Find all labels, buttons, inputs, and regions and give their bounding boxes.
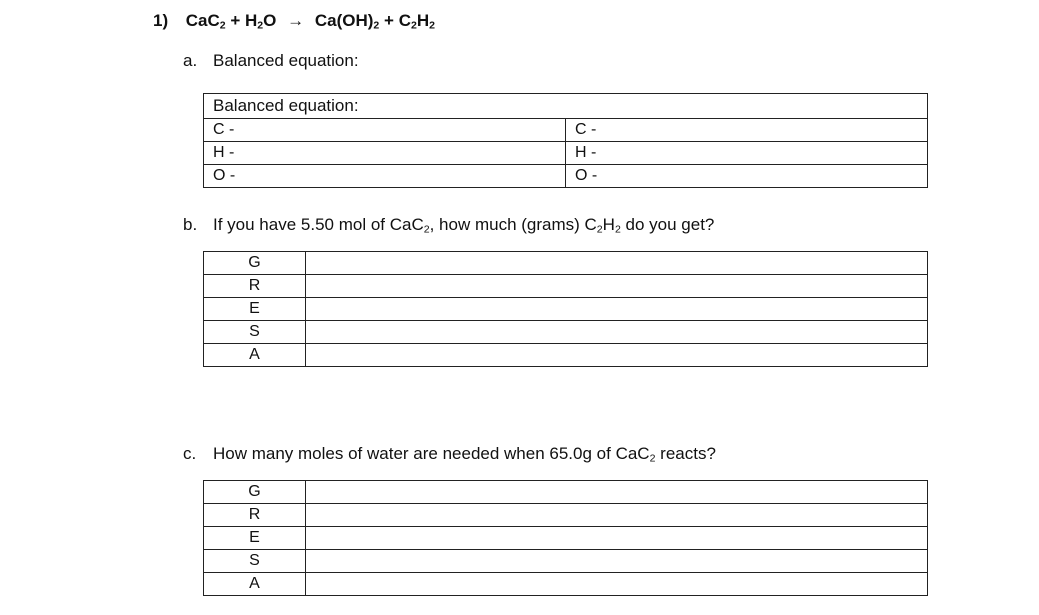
table-row [204,298,928,321]
table-row [204,275,928,298]
gresa-equation-label: E [204,298,306,321]
product-oxygen-cell[interactable]: O - [566,165,928,188]
table-row [204,252,928,275]
gresa-required-label: R [204,504,306,527]
part-b-text: If you have 5.50 mol of CaC$_2$, how much (grams) $C_2H_2$ do you get? [213,215,715,236]
table-row [204,573,928,596]
part-letter: a. [183,51,198,70]
gresa-answer-cell[interactable] [306,344,928,367]
table-row [204,527,928,550]
reactant-carbon-cell[interactable]: C - [204,119,566,142]
part-c-prompt [183,444,716,464]
gresa-solve-label: S [204,550,306,573]
product-c2h2: $C_2H_2$ [398,11,435,32]
question-number: 1) [153,11,169,30]
part-b-prompt [183,215,714,235]
gresa-answer-cell[interactable] [306,573,928,596]
gresa-solve-cell[interactable] [306,550,928,573]
gresa-answer-label: A [204,344,306,367]
gresa-given-cell[interactable] [306,481,928,504]
plus-sign: + [384,11,394,30]
balanced-equation-header[interactable]: Balanced equation: [204,94,928,119]
table-row [204,481,928,504]
question-1-equation [153,11,435,31]
reactant-cac2: CaC$_2$ [185,11,226,32]
gresa-table-b [203,251,928,367]
reactant-oxygen-cell[interactable]: O - [204,165,566,188]
balanced-equation-table [203,93,928,188]
gresa-given-label: G [204,252,306,275]
gresa-table-c [203,480,928,596]
gresa-equation-label: E [204,527,306,550]
plus-sign: + [230,11,241,30]
part-a-prompt [183,51,359,71]
table-header-row [204,94,928,119]
gresa-required-cell[interactable] [306,504,928,527]
gresa-answer-label: A [204,573,306,596]
table-row [204,119,928,142]
part-letter: b. [183,215,198,234]
gresa-equation-cell[interactable] [306,527,928,550]
reaction-arrow-icon: → [287,11,305,30]
part-a-text: Balanced equation: [213,51,359,70]
gresa-required-cell[interactable] [306,275,928,298]
table-row [204,321,928,344]
table-row [204,550,928,573]
product-carbon-cell[interactable]: C - [566,119,928,142]
product-hydrogen-cell[interactable]: H - [566,142,928,165]
table-row [204,165,928,188]
gresa-given-label: G [204,481,306,504]
reactant-h2o: $H_2O$ [245,11,277,32]
gresa-solve-label: S [204,321,306,344]
gresa-given-cell[interactable] [306,252,928,275]
table-row [204,142,928,165]
gresa-required-label: R [204,275,306,298]
gresa-solve-cell[interactable] [306,321,928,344]
gresa-equation-cell[interactable] [306,298,928,321]
product-caoh2: $Ca(OH)_2$ [314,11,380,32]
table-row [204,344,928,367]
part-letter: c. [183,444,197,463]
table-row [204,504,928,527]
part-c-text: How many moles of water are needed when 65.0g of CaC$_2$ reacts? [213,444,716,465]
reactant-hydrogen-cell[interactable]: H - [204,142,566,165]
